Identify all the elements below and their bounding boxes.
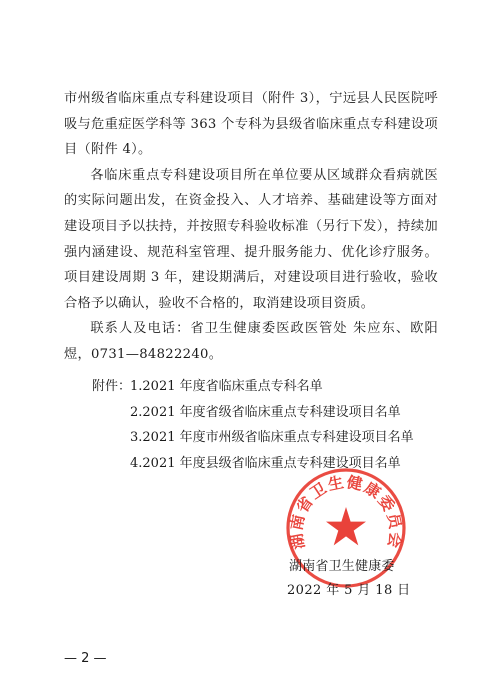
attachment-item: [92, 374, 414, 400]
attachment-item: [92, 400, 414, 426]
attachment-item-text: 4.2021 年度县级省临床重点专科建设项目名单: [130, 455, 401, 471]
attachment-item-text: 3.2021 年度市州级省临床重点专科建设项目名单: [130, 430, 414, 446]
paragraph-continuation: 市州级省临床重点专科建设项目（附件 3），宁远县人民医院呼吸与危重症医学科等 363 个专科为县级省临床重点专科建设项目（附件 4）。: [64, 91, 438, 158]
seal-star-icon: [326, 507, 366, 545]
attachment-item: [92, 425, 414, 451]
signature-date: 2022 年 5 月 18 日: [287, 583, 411, 598]
page-number: — 2 —: [64, 651, 107, 666]
attachment-label: 附件：: [92, 379, 132, 394]
attachment-list: [92, 374, 414, 476]
seal-ring-text: 湖南省卫生健康委员会: [287, 473, 405, 551]
body-text: [64, 86, 438, 368]
attachment-item-text: 1.2021 年度省临床重点专科名单: [130, 379, 323, 394]
signature-organization: 湖南省卫生健康委: [289, 559, 395, 574]
paragraph-contact: 联系人及电话：省卫生健康委医政医管处 朱应东、欧阳煜，0731—84822240。: [64, 321, 438, 362]
paragraph-requirements: 各临床重点专科建设项目所在单位要从区域群众看病就医的实际问题出发，在资金投入、人才培养、基础建设等方面对建设项目予以扶持，并按照专科验收标准（另行下发），持续加强内涵建设、规范科室管理、提升服务能力、优化诊疗服务。项目建设周期 3 年，建设期满后，对建设项目进行验收，验收合格予以确认，验收不合格的，取消建设项目资质。: [64, 167, 438, 311]
attachment-item-text: 2.2021 年度省级省临床重点专科建设项目名单: [130, 404, 401, 420]
